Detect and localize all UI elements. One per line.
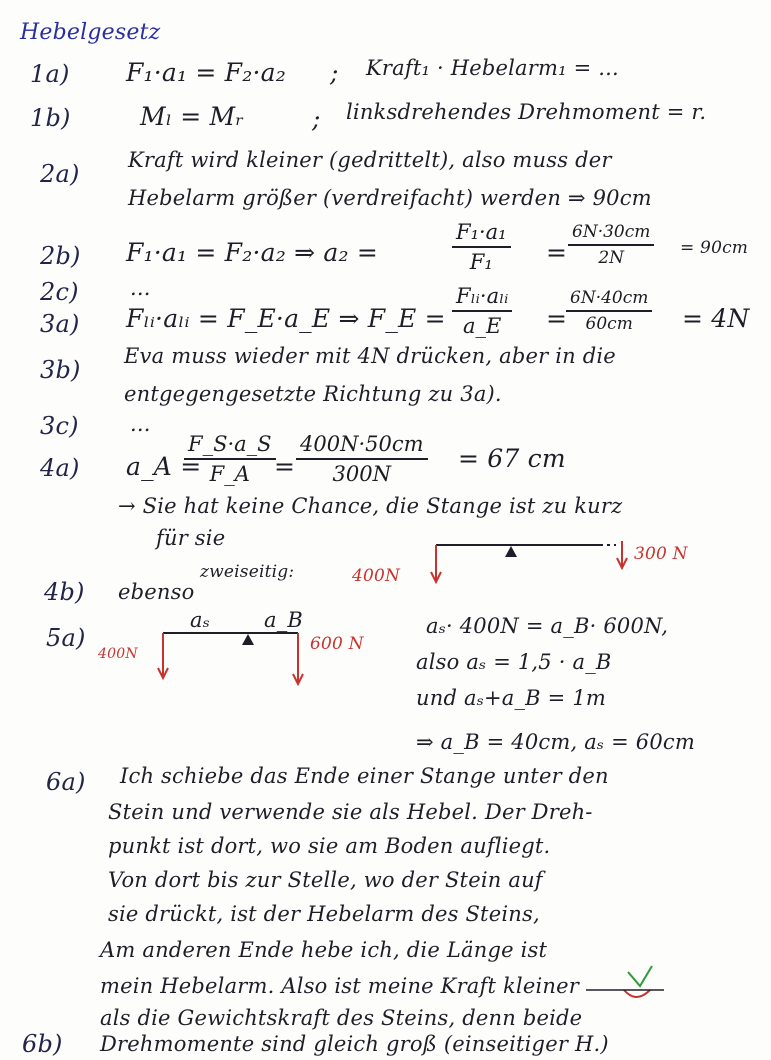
red-underline-mark [624, 990, 650, 997]
label-2a: 2a) [40, 160, 80, 188]
text-4b: ebenso [118, 580, 195, 604]
text-4a-line2: → Sie hat keine Chance, die Stange ist zu kurz [118, 494, 623, 518]
equation-3a: Fₗᵢ·aₗᵢ = F_E·a_E ⇒ F_E = [126, 304, 446, 333]
calc-5a-line2: also aₛ = 1,5 · a_B [416, 650, 612, 674]
label-3a: 3a) [40, 310, 80, 338]
result-3a: = 4N [682, 304, 750, 333]
force-label-5a-left: 400N [98, 646, 138, 662]
label-6a: 6a) [46, 768, 86, 796]
text-1b: linksdrehendes Drehmoment = r. [346, 100, 707, 124]
text-6a-line5: sie drückt, ist der Hebelarm des Steins, [108, 902, 540, 926]
fraction-3a-2-denominator: 60cm [585, 314, 633, 334]
fraction-4a-2-denominator: 300N [332, 462, 391, 486]
force-label-4b-right: 300 N [634, 544, 688, 564]
pivot-4b [505, 546, 517, 557]
text-6a-line6: Am anderen Ende hebe ich, die Länge ist [100, 938, 548, 962]
text-3c: ... [130, 412, 151, 436]
lever-diagram-5a [158, 633, 303, 684]
label-1a: 1a) [30, 60, 70, 88]
label-6b: 6b) [22, 1030, 63, 1058]
calc-5a-line3: und aₛ+a_B = 1m [416, 686, 607, 710]
calc-5a-line1: aₛ· 400N = a_B· 600N, [426, 614, 669, 638]
label-1b: 1b) [30, 104, 71, 132]
text-6a-line3: punkt ist dort, wo sie am Boden aufliegt. [108, 834, 551, 858]
text-6a-line9: Drehmomente sind gleich groß (einseitiger H.) [100, 1032, 609, 1056]
separator-1b: ; [312, 104, 321, 133]
fraction-2b-1-denominator: F₁ [469, 250, 493, 274]
label-3c: 3c) [40, 412, 79, 440]
equation-2b: F₁·a₁ = F₂·a₂ ⇒ a₂ = [126, 238, 378, 267]
result-4a: = 67 cm [458, 444, 566, 473]
fraction-3a-2-numerator: 6N·40cm [566, 288, 652, 312]
fraction-4a-2-numerator: 400N·50cm [296, 432, 428, 460]
equation-1a: F₁·a₁ = F₂·a₂ [126, 58, 286, 87]
text-6a-line8: als die Gewichtskraft des Steins, denn beide [100, 1006, 583, 1030]
page-title: Hebelgesetz [20, 20, 161, 45]
calc-5a-line4: ⇒ a_B = 40cm, aₛ = 60cm [416, 730, 695, 754]
text-4b-zweiseitig: zweiseitig: [200, 562, 295, 582]
force-label-4b-left: 400N [352, 566, 401, 586]
label-2c: 2c) [40, 278, 79, 306]
fraction-3a-1-numerator: Fₗᵢ·aₗᵢ [452, 284, 512, 312]
equals-2b: = [546, 238, 568, 267]
text-3b-line2: entgegengesetzte Richtung zu 3a). [124, 382, 502, 406]
fraction-2b-2-denominator: 2N [598, 248, 625, 268]
text-6a-line4: Von dort bis zur Stelle, wo der Stein auf [108, 868, 543, 892]
label-4b: 4b) [44, 578, 85, 606]
pivot-5a [242, 634, 254, 645]
fraction-3a-1-denominator: a_E [463, 314, 502, 338]
text-6a-line7: mein Hebelarm. Also ist meine Kraft kleiner [100, 974, 579, 998]
equals-3a: = [546, 304, 568, 333]
equation-1b: Mₗ = Mᵣ [140, 102, 245, 131]
fraction-4a-1-denominator: F_A [209, 462, 250, 486]
result-2b: = 90cm [680, 238, 749, 258]
fraction-4a-1-numerator: F_S·a_S [184, 432, 276, 460]
text-6a-line1: Ich schiebe das Ende einer Stange unter den [120, 764, 609, 788]
fraction-2b-2-numerator: 6N·30cm [568, 222, 654, 246]
text-6a-line2: Stein und verwende sie als Hebel. Der Dreh- [108, 800, 593, 824]
text-4a-line3: für sie [156, 526, 226, 550]
green-check-mark [628, 966, 652, 986]
separator-1a: ; [330, 58, 339, 87]
label-3b: 3b) [40, 356, 81, 384]
text-2a-line1: Kraft wird kleiner (gedrittelt), also muss der [128, 148, 612, 172]
arm-label-ab: a_B [264, 608, 304, 632]
correction-marks [586, 966, 664, 997]
text-3b-line1: Eva muss wieder mit 4N drücken, aber in die [124, 344, 616, 368]
force-label-5a-right: 600 N [310, 634, 364, 654]
label-5a: 5a) [46, 624, 86, 652]
arm-label-as: aₛ [190, 608, 210, 632]
text-2c: ... [130, 276, 151, 300]
text-1a: Kraft₁ · Hebelarm₁ = ... [366, 56, 619, 80]
equation-4a: a_A = [126, 452, 202, 481]
lever-diagram-4b [431, 541, 627, 582]
label-2b: 2b) [40, 242, 81, 270]
equals-4a: = [274, 452, 296, 481]
text-2a-line2: Hebelarm größer (verdreifacht) werden ⇒ 90cm [128, 186, 652, 210]
label-4a: 4a) [40, 454, 80, 482]
fraction-2b-1-numerator: F₁·a₁ [452, 220, 511, 248]
